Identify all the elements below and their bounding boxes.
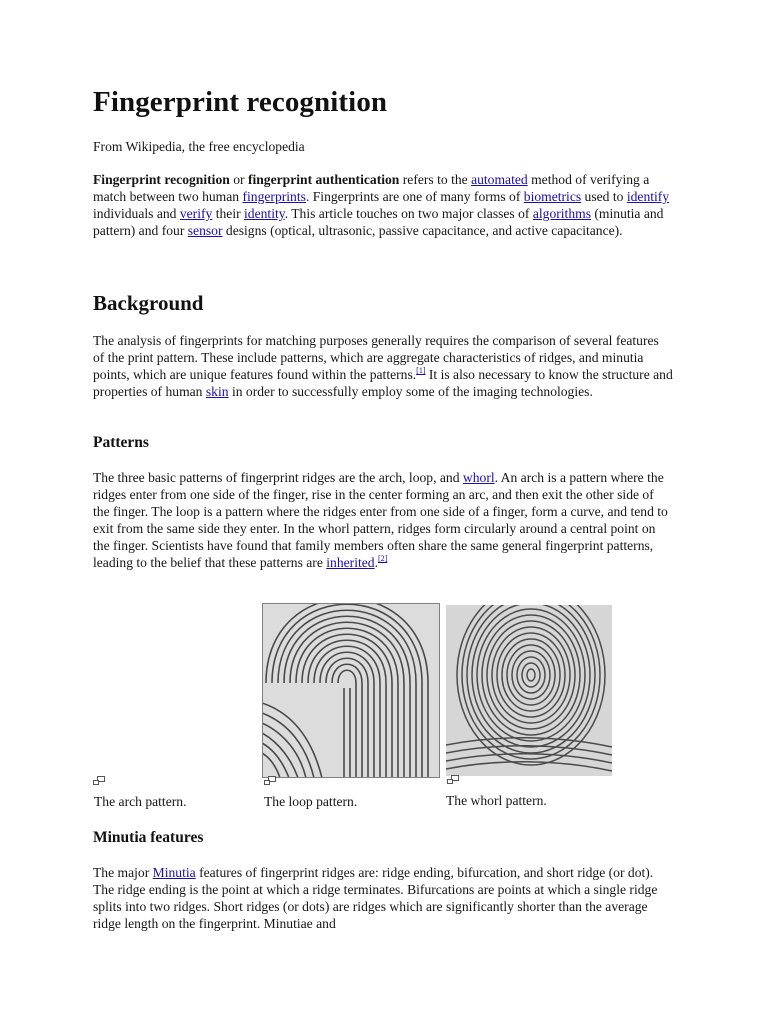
article-subtitle: From Wikipedia, the free encyclopedia [93, 139, 305, 154]
link-biometrics[interactable]: biometrics [523, 189, 582, 204]
link-identify[interactable]: identify [626, 189, 670, 204]
enlarge-icon[interactable] [264, 776, 276, 785]
page-title: Fingerprint recognition [93, 86, 388, 118]
link-inherited[interactable]: inherited [326, 555, 375, 570]
whorl-pattern-image[interactable] [446, 605, 612, 776]
link-skin[interactable]: skin [205, 384, 229, 399]
link-minutia[interactable]: Minutia [152, 865, 196, 880]
link-verify[interactable]: verify [179, 206, 213, 221]
reference-link[interactable]: [2] [378, 554, 388, 563]
section-heading-patterns: Patterns [93, 434, 149, 451]
figure-caption-arch: The arch pattern. [94, 794, 187, 809]
reference-link[interactable]: [1] [416, 366, 426, 375]
enlarge-icon[interactable] [93, 776, 105, 785]
section-heading-minutia: Minutia features [93, 829, 204, 846]
patterns-paragraph: The three basic patterns of fingerprint ridges are the arch, loop, and whorl. An arch is a pattern where the ridges enter from one side of the finger, rise in the center forming an arc, and then exit the other side of the finger. The loop is a pattern where the ridges enter from one side of a finger, form a curve, and tend to exit from the same side they enter. In the whorl pattern, ridges form circularly around a central point on the finger. Scientists have found that family members often share the same general fingerprint patterns, leading to the belief that these patterns are inherited.[2] [93, 470, 668, 570]
section-heading-background: Background [93, 291, 204, 315]
figure-caption-whorl: The whorl pattern. [446, 793, 547, 808]
link-identity[interactable]: identity [244, 206, 285, 221]
minutia-paragraph: The major Minutia features of fingerprint ridges are: ridge ending, bifurcation, and short ridge (or dot). The ridge ending is the point at which a ridge terminates. Bifurcations are points at which a single ridge splits into two ridges. Short ridges (or dots) are ridges which are significantly shorter than the average ridge length on the fingerprint. Minutiae and [93, 865, 658, 931]
link-fingerprints[interactable]: fingerprints [242, 189, 306, 204]
loop-pattern-image[interactable] [262, 603, 440, 778]
intro-paragraph: Fingerprint recognition or fingerprint authentication refers to the automated method of verifying a match between two human fingerprints. Fingerprints are one of many forms of biometrics used to identify individuals and verify their identity. This article touches on two major classes of algorithms (minutia and pattern) and four sensor designs (optical, ultrasonic, passive capacitance, and active capacitance). [93, 172, 670, 238]
link-sensor[interactable]: sensor [187, 223, 223, 238]
bold-term: fingerprint authentication [247, 172, 400, 187]
link-automated[interactable]: automated [471, 172, 528, 187]
figure-caption-loop: The loop pattern. [264, 794, 358, 809]
bold-term: Fingerprint recognition [93, 172, 230, 187]
enlarge-icon[interactable] [447, 775, 459, 784]
link-algorithms[interactable]: algorithms [532, 206, 591, 221]
background-paragraph: The analysis of fingerprints for matching purposes generally requires the comparison of several features of the print pattern. These include patterns, which are aggregate characteristics of ridges, and minutia points, which are unique features found within the patterns.[1] It is also necessary to know the structure and properties of human skin in order to successfully employ some of the imaging technologies. [93, 333, 673, 399]
link-whorl[interactable]: whorl [462, 470, 495, 485]
